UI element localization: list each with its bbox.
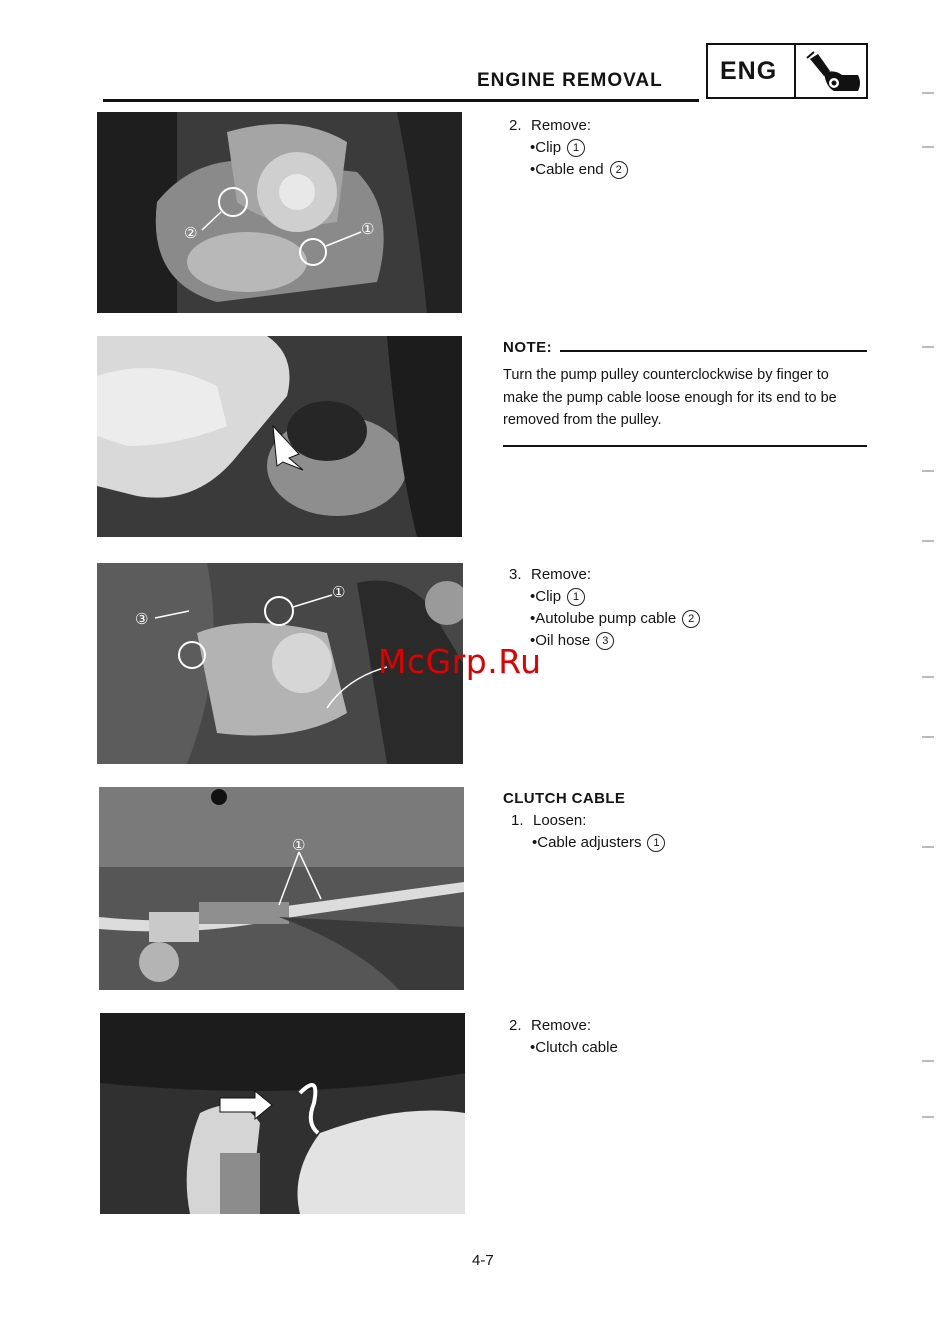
photo-pump-clip-cable-end: [97, 112, 462, 313]
step-number: 2.: [509, 117, 522, 134]
item-text: •Clip: [530, 139, 562, 156]
photo-clutch-cable-adjusters: [99, 787, 464, 990]
item-text: •Cable end: [530, 161, 604, 178]
watermark: McGrp.Ru: [378, 642, 542, 681]
list-item: [509, 159, 628, 181]
edge-mark: [922, 1116, 934, 1118]
edge-mark: [922, 1060, 934, 1062]
ref-badge: 2: [610, 161, 628, 179]
edge-mark: [922, 346, 934, 348]
edge-mark: [922, 676, 934, 678]
item-text: •Clutch cable: [530, 1039, 618, 1056]
item-text: •Oil hose: [530, 632, 591, 649]
photo-hand-turning-pulley: [97, 336, 462, 537]
step-action: Remove:: [531, 1017, 592, 1034]
edge-mark: [922, 92, 934, 94]
ref-badge: 1: [567, 588, 585, 606]
ref-badge: 1: [647, 834, 665, 852]
header-rule: [103, 99, 699, 102]
note-top-rule: [560, 350, 867, 352]
edge-mark: [922, 470, 934, 472]
list-item: [509, 586, 700, 608]
item-text: •Clip: [530, 588, 562, 605]
note-label: NOTE:: [503, 339, 553, 356]
callout-2: ②: [184, 225, 198, 242]
item-text: •Autolube pump cable: [530, 610, 677, 627]
list-item: [503, 832, 665, 854]
step-number: 2.: [509, 1017, 522, 1034]
ref-badge: 2: [682, 610, 700, 628]
edge-mark: [922, 540, 934, 542]
note-text: Turn the pump pulley counterclockwise by finger to make the pump cable loose enough for its end to be removed from the pulley.: [503, 367, 837, 428]
step-remove-clip-cable-hose: [509, 564, 700, 652]
edge-mark: [922, 146, 934, 148]
step-action: Loosen:: [533, 812, 587, 829]
section-badge: [706, 43, 868, 99]
page-header: [0, 0, 940, 110]
header-title: ENGINE REMOVAL: [477, 70, 663, 91]
callout-1: ①: [332, 584, 346, 601]
section-heading: CLUTCH CABLE: [503, 790, 626, 807]
badge-divider: [794, 45, 796, 97]
item-text: •Cable adjusters: [532, 834, 642, 851]
edge-mark: [922, 846, 934, 848]
page-number: 4-7: [472, 1252, 494, 1269]
list-item: [509, 137, 628, 159]
list-item: [509, 1037, 618, 1059]
ref-badge: 3: [596, 632, 614, 650]
callout-3: ③: [135, 611, 149, 628]
section-clutch-cable: [503, 788, 665, 854]
step-remove-clip-cable-end: [509, 115, 628, 181]
step-action: Remove:: [531, 566, 592, 583]
step-action: Remove:: [531, 117, 592, 134]
callout-1: ①: [292, 837, 306, 854]
edge-mark: [922, 736, 934, 738]
ref-badge: 1: [567, 139, 585, 157]
step-number: 1.: [511, 812, 524, 829]
badge-text: ENG: [720, 57, 778, 85]
engine-plug-icon: [804, 49, 864, 95]
step-remove-clutch-cable: [509, 1015, 618, 1059]
callout-1: ①: [361, 221, 375, 238]
step-number: 3.: [509, 566, 522, 583]
photo-removing-clutch-cable: [100, 1013, 465, 1214]
note-bottom-rule: [503, 445, 867, 447]
list-item: [509, 608, 700, 630]
note-box: [503, 339, 867, 447]
